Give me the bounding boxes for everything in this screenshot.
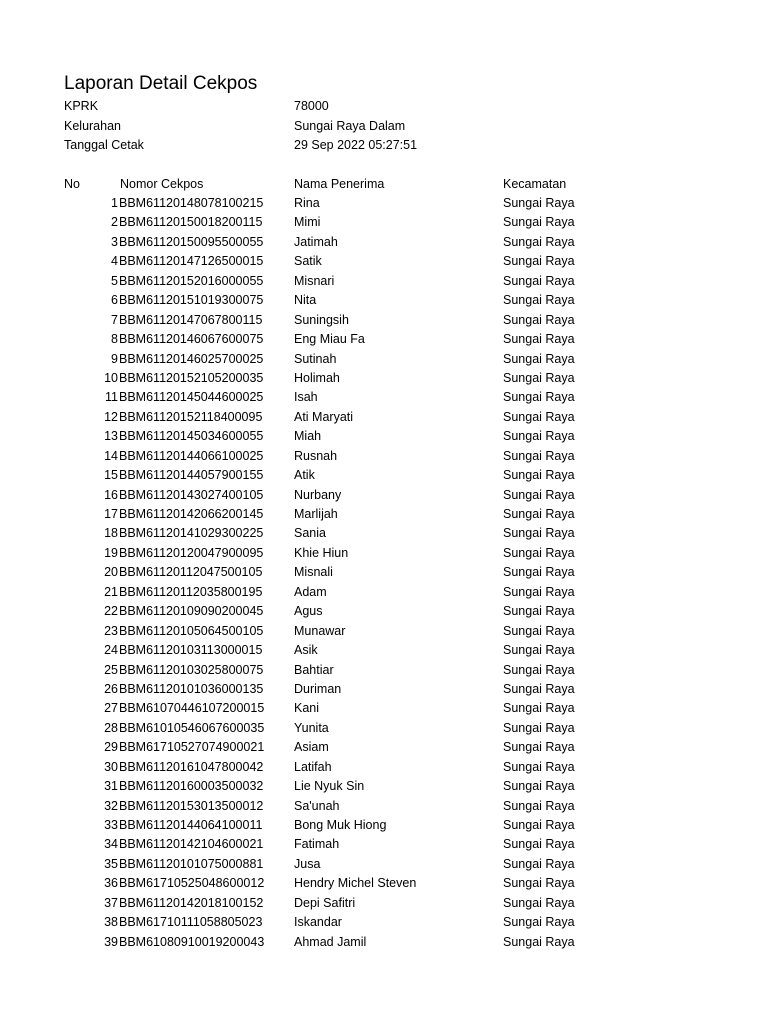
cell-no: 6 bbox=[111, 293, 118, 308]
cell-kecamatan: Sungai Raya bbox=[503, 623, 575, 638]
table-row bbox=[0, 856, 768, 875]
cell-nama-penerima: Sutinah bbox=[294, 351, 337, 366]
header-nama-penerima: Nama Penerima bbox=[294, 177, 385, 191]
table-row bbox=[0, 914, 768, 933]
cell-no: 35 bbox=[104, 856, 118, 871]
table-header bbox=[0, 176, 768, 192]
cell-nomor-cekpos: BBM61120150095500055 bbox=[119, 234, 264, 249]
cell-kecamatan: Sungai Raya bbox=[503, 409, 575, 424]
cell-nama-penerima: Munawar bbox=[294, 623, 346, 638]
cell-nomor-cekpos: BBM61120150018200115 bbox=[119, 215, 263, 230]
header-nomor-cekpos: Nomor Cekpos bbox=[120, 177, 204, 191]
cell-kecamatan: Sungai Raya bbox=[503, 681, 575, 696]
cell-nomor-cekpos: BBM61120153013500012 bbox=[119, 798, 264, 813]
table-row bbox=[0, 875, 768, 894]
meta-label: KPRK bbox=[64, 99, 99, 113]
cell-kecamatan: Sungai Raya bbox=[503, 934, 575, 949]
cell-kecamatan: Sungai Raya bbox=[503, 487, 575, 502]
cell-kecamatan: Sungai Raya bbox=[503, 448, 575, 463]
meta-label: Tanggal Cetak bbox=[64, 138, 144, 152]
cell-nama-penerima: Sania bbox=[294, 526, 326, 541]
cell-nomor-cekpos: BBM61120147126500015 bbox=[119, 254, 264, 269]
cell-nama-penerima: Atik bbox=[294, 468, 315, 483]
table-row bbox=[0, 195, 768, 214]
cell-kecamatan: Sungai Raya bbox=[503, 565, 575, 580]
cell-nama-penerima: Hendry Michel Steven bbox=[294, 876, 417, 891]
cell-no: 3 bbox=[111, 234, 118, 249]
cell-no: 8 bbox=[111, 332, 118, 347]
meta-label: Kelurahan bbox=[64, 119, 121, 133]
cell-no: 25 bbox=[104, 662, 118, 677]
report-title: Laporan Detail Cekpos bbox=[64, 73, 258, 94]
cell-nomor-cekpos: BBM61120147067800115 bbox=[119, 312, 263, 327]
cell-no: 39 bbox=[104, 934, 118, 949]
cell-no: 10 bbox=[104, 370, 118, 385]
cell-no: 12 bbox=[104, 409, 118, 424]
cell-kecamatan: Sungai Raya bbox=[503, 720, 575, 735]
cell-no: 19 bbox=[104, 545, 118, 560]
cell-no: 29 bbox=[104, 740, 118, 755]
cell-no: 34 bbox=[104, 837, 118, 852]
table-row bbox=[0, 292, 768, 311]
cell-nama-penerima: Nurbany bbox=[294, 487, 342, 502]
cell-kecamatan: Sungai Raya bbox=[503, 876, 575, 891]
cell-kecamatan: Sungai Raya bbox=[503, 429, 575, 444]
cell-nomor-cekpos: BBM61120146067600075 bbox=[119, 332, 264, 347]
cell-kecamatan: Sungai Raya bbox=[503, 818, 575, 832]
cell-nomor-cekpos: BBM61120103025800075 bbox=[119, 662, 264, 677]
cell-nomor-cekpos: BBM61120112035800195 bbox=[119, 584, 263, 599]
cell-nomor-cekpos: BBM61120146025700025 bbox=[119, 351, 264, 366]
cell-nama-penerima: Jusa bbox=[294, 856, 321, 871]
table-row bbox=[0, 564, 768, 583]
cell-kecamatan: Sungai Raya bbox=[503, 662, 575, 677]
cell-nomor-cekpos: BBM61120144057900155 bbox=[119, 468, 264, 483]
table-body bbox=[0, 195, 768, 953]
cell-no: 9 bbox=[111, 351, 118, 366]
cell-kecamatan: Sungai Raya bbox=[503, 468, 575, 483]
meta-value: 29 Sep 2022 05:27:51 bbox=[294, 138, 418, 152]
cell-nama-penerima: Asiam bbox=[294, 740, 329, 755]
table-row bbox=[0, 759, 768, 778]
table-row bbox=[0, 895, 768, 914]
cell-kecamatan: Sungai Raya bbox=[503, 837, 575, 852]
cell-nomor-cekpos: BBM61120152016000055 bbox=[119, 273, 264, 288]
cell-no: 4 bbox=[111, 254, 118, 269]
header-kecamatan: Kecamatan bbox=[503, 177, 567, 191]
cell-no: 15 bbox=[104, 468, 118, 483]
cell-nomor-cekpos: BBM61120144064100011 bbox=[119, 818, 263, 832]
cell-no: 23 bbox=[104, 623, 118, 638]
cell-nomor-cekpos: BBM61710525048600012 bbox=[119, 876, 265, 891]
table-row bbox=[0, 467, 768, 486]
table-row bbox=[0, 487, 768, 506]
cell-no: 33 bbox=[104, 818, 118, 832]
table-row bbox=[0, 681, 768, 700]
cell-kecamatan: Sungai Raya bbox=[503, 604, 575, 619]
table-row bbox=[0, 642, 768, 661]
cell-nama-penerima: Sa'unah bbox=[294, 798, 340, 813]
cell-kecamatan: Sungai Raya bbox=[503, 196, 575, 210]
cell-no: 17 bbox=[104, 507, 118, 521]
cell-nomor-cekpos: BBM61120109090200045 bbox=[119, 604, 264, 619]
meta-row-kelurahan bbox=[64, 118, 406, 134]
cell-kecamatan: Sungai Raya bbox=[503, 507, 575, 521]
cell-nama-penerima: Latifah bbox=[294, 759, 332, 774]
cell-kecamatan: Sungai Raya bbox=[503, 740, 575, 755]
cell-nomor-cekpos: BBM61120148078100215 bbox=[119, 196, 264, 210]
cell-no: 26 bbox=[104, 681, 118, 696]
cell-no: 14 bbox=[104, 448, 118, 463]
cell-nama-penerima: Iskandar bbox=[294, 915, 342, 930]
table-row bbox=[0, 331, 768, 350]
cell-nomor-cekpos: BBM61120151019300075 bbox=[119, 293, 264, 308]
cell-nama-penerima: Depi Safitri bbox=[294, 895, 356, 910]
cell-no: 16 bbox=[104, 487, 118, 502]
cell-kecamatan: Sungai Raya bbox=[503, 856, 575, 871]
table-row bbox=[0, 389, 768, 408]
cell-nama-penerima: Holimah bbox=[294, 370, 340, 385]
cell-nomor-cekpos: BBM61120120047900095 bbox=[119, 545, 264, 560]
cell-no: 2 bbox=[111, 215, 118, 230]
cell-kecamatan: Sungai Raya bbox=[503, 254, 575, 269]
table-row bbox=[0, 817, 768, 836]
cell-nomor-cekpos: BBM61120161047800042 bbox=[119, 759, 264, 774]
table-row bbox=[0, 662, 768, 681]
cell-nama-penerima: Lie Nyuk Sin bbox=[294, 779, 365, 794]
cell-no: 24 bbox=[104, 643, 118, 658]
header-no: No bbox=[64, 177, 80, 191]
cell-kecamatan: Sungai Raya bbox=[503, 273, 575, 288]
table-row bbox=[0, 312, 768, 331]
meta-value: Sungai Raya Dalam bbox=[294, 119, 406, 133]
table-row bbox=[0, 836, 768, 855]
table-row bbox=[0, 778, 768, 797]
cell-nama-penerima: Kani bbox=[294, 701, 320, 716]
table-row bbox=[0, 798, 768, 817]
cell-kecamatan: Sungai Raya bbox=[503, 234, 575, 249]
cell-no: 36 bbox=[104, 876, 118, 891]
cell-nomor-cekpos: BBM61080910019200043 bbox=[119, 934, 265, 949]
cell-nomor-cekpos: BBM61120142104600021 bbox=[119, 837, 264, 852]
cell-no: 21 bbox=[104, 584, 118, 599]
cell-kecamatan: Sungai Raya bbox=[503, 526, 575, 541]
cell-nomor-cekpos: BBM61010546067600035 bbox=[119, 720, 265, 735]
cell-nomor-cekpos: BBM61120141029300225 bbox=[119, 526, 264, 541]
cell-no: 32 bbox=[104, 798, 118, 813]
cell-nomor-cekpos: BBM61120152105200035 bbox=[119, 370, 264, 385]
cell-no: 37 bbox=[104, 895, 118, 910]
cell-nama-penerima: Jatimah bbox=[294, 234, 338, 249]
cell-nama-penerima: Satik bbox=[294, 254, 322, 269]
table-row bbox=[0, 584, 768, 603]
cell-no: 28 bbox=[104, 720, 118, 735]
meta-value: 78000 bbox=[294, 99, 329, 113]
cell-kecamatan: Sungai Raya bbox=[503, 798, 575, 813]
cell-no: 38 bbox=[104, 915, 118, 930]
cell-nomor-cekpos: BBM61120160003500032 bbox=[119, 779, 264, 794]
cell-nama-penerima: Bong Muk Hiong bbox=[294, 818, 387, 832]
cell-kecamatan: Sungai Raya bbox=[503, 312, 575, 327]
cell-nomor-cekpos: BBM61120103113000015 bbox=[119, 643, 263, 658]
cell-nama-penerima: Rina bbox=[294, 196, 320, 210]
cell-nomor-cekpos: BBM61120101036000135 bbox=[119, 681, 264, 696]
table-row bbox=[0, 370, 768, 389]
cell-nomor-cekpos: BBM61120112047500105 bbox=[119, 565, 263, 580]
cell-kecamatan: Sungai Raya bbox=[503, 895, 575, 910]
cell-kecamatan: Sungai Raya bbox=[503, 215, 575, 230]
table-row bbox=[0, 720, 768, 739]
cell-nama-penerima: Agus bbox=[294, 604, 323, 619]
meta-row-kprk bbox=[64, 98, 329, 114]
cell-nama-penerima: Nita bbox=[294, 293, 317, 308]
table-row bbox=[0, 603, 768, 622]
table-row bbox=[0, 545, 768, 564]
table-row bbox=[0, 506, 768, 525]
cell-nama-penerima: Eng Miau Fa bbox=[294, 332, 365, 347]
cell-no: 31 bbox=[104, 779, 118, 794]
cell-no: 11 bbox=[105, 390, 118, 405]
table-row bbox=[0, 409, 768, 428]
cell-nomor-cekpos: BBM61120142066200145 bbox=[119, 507, 264, 521]
cell-nama-penerima: Khie Hiun bbox=[294, 545, 349, 560]
table-row bbox=[0, 623, 768, 642]
cell-kecamatan: Sungai Raya bbox=[503, 390, 575, 405]
cell-kecamatan: Sungai Raya bbox=[503, 779, 575, 794]
table-row bbox=[0, 448, 768, 467]
cell-kecamatan: Sungai Raya bbox=[503, 545, 575, 560]
table-row bbox=[0, 273, 768, 292]
cell-kecamatan: Sungai Raya bbox=[503, 351, 575, 366]
cell-nama-penerima: Miah bbox=[294, 429, 322, 444]
cell-nama-penerima: Yunita bbox=[294, 720, 329, 735]
table-row bbox=[0, 934, 768, 953]
cell-nomor-cekpos: BBM61120142018100152 bbox=[119, 895, 264, 910]
cell-no: 7 bbox=[111, 312, 118, 327]
table-row bbox=[0, 525, 768, 544]
cell-no: 27 bbox=[104, 701, 118, 716]
cell-nama-penerima: Bahtiar bbox=[294, 662, 334, 677]
cell-nama-penerima: Marlijah bbox=[294, 507, 338, 521]
table-row bbox=[0, 234, 768, 253]
cell-nama-penerima: Adam bbox=[294, 584, 327, 599]
cell-nomor-cekpos: BBM61120152118400095 bbox=[119, 409, 263, 424]
meta-row-tanggal-cetak bbox=[64, 137, 418, 153]
cell-nama-penerima: Ati Maryati bbox=[294, 409, 354, 424]
cell-kecamatan: Sungai Raya bbox=[503, 643, 575, 658]
cell-nomor-cekpos: BBM61120144066100025 bbox=[119, 448, 264, 463]
cell-nomor-cekpos: BBM61120101075000881 bbox=[119, 856, 264, 871]
cell-no: 20 bbox=[104, 565, 118, 580]
table-row bbox=[0, 351, 768, 370]
cell-kecamatan: Sungai Raya bbox=[503, 584, 575, 599]
cell-nomor-cekpos: BBM61120105064500105 bbox=[119, 623, 264, 638]
cell-kecamatan: Sungai Raya bbox=[503, 293, 575, 308]
cell-nama-penerima: Suningsih bbox=[294, 312, 349, 327]
cell-no: 22 bbox=[104, 604, 118, 619]
cell-nomor-cekpos: BBM61120145044600025 bbox=[119, 390, 264, 405]
cell-nama-penerima: Misnali bbox=[294, 565, 333, 580]
cell-kecamatan: Sungai Raya bbox=[503, 759, 575, 774]
cell-nama-penerima: Rusnah bbox=[294, 448, 338, 463]
cell-kecamatan: Sungai Raya bbox=[503, 915, 575, 930]
cell-nama-penerima: Misnari bbox=[294, 273, 335, 288]
cell-nomor-cekpos: BBM61120145034600055 bbox=[119, 429, 264, 444]
cell-nama-penerima: Asik bbox=[294, 643, 318, 658]
cell-nomor-cekpos: BBM61120143027400105 bbox=[119, 487, 264, 502]
cell-nama-penerima: Isah bbox=[294, 390, 318, 405]
cell-kecamatan: Sungai Raya bbox=[503, 370, 575, 385]
cell-nama-penerima: Ahmad Jamil bbox=[294, 934, 367, 949]
cell-nomor-cekpos: BBM61710527074900021 bbox=[119, 740, 265, 755]
cell-kecamatan: Sungai Raya bbox=[503, 332, 575, 347]
cell-nama-penerima: Fatimah bbox=[294, 837, 340, 852]
cell-nomor-cekpos: BBM61070446107200015 bbox=[119, 701, 265, 716]
cell-no: 5 bbox=[111, 273, 118, 288]
cell-nama-penerima: Duriman bbox=[294, 681, 342, 696]
table-row bbox=[0, 739, 768, 758]
cell-no: 30 bbox=[104, 759, 118, 774]
table-row bbox=[0, 428, 768, 447]
table-row bbox=[0, 214, 768, 233]
cell-nama-penerima: Mimi bbox=[294, 215, 321, 230]
table-row bbox=[0, 700, 768, 719]
cell-no: 13 bbox=[104, 429, 118, 444]
cell-no: 18 bbox=[104, 526, 118, 541]
table-row bbox=[0, 253, 768, 272]
cell-nomor-cekpos: BBM61710111058805023 bbox=[119, 915, 263, 930]
cell-no: 1 bbox=[111, 196, 118, 210]
cell-kecamatan: Sungai Raya bbox=[503, 701, 575, 716]
